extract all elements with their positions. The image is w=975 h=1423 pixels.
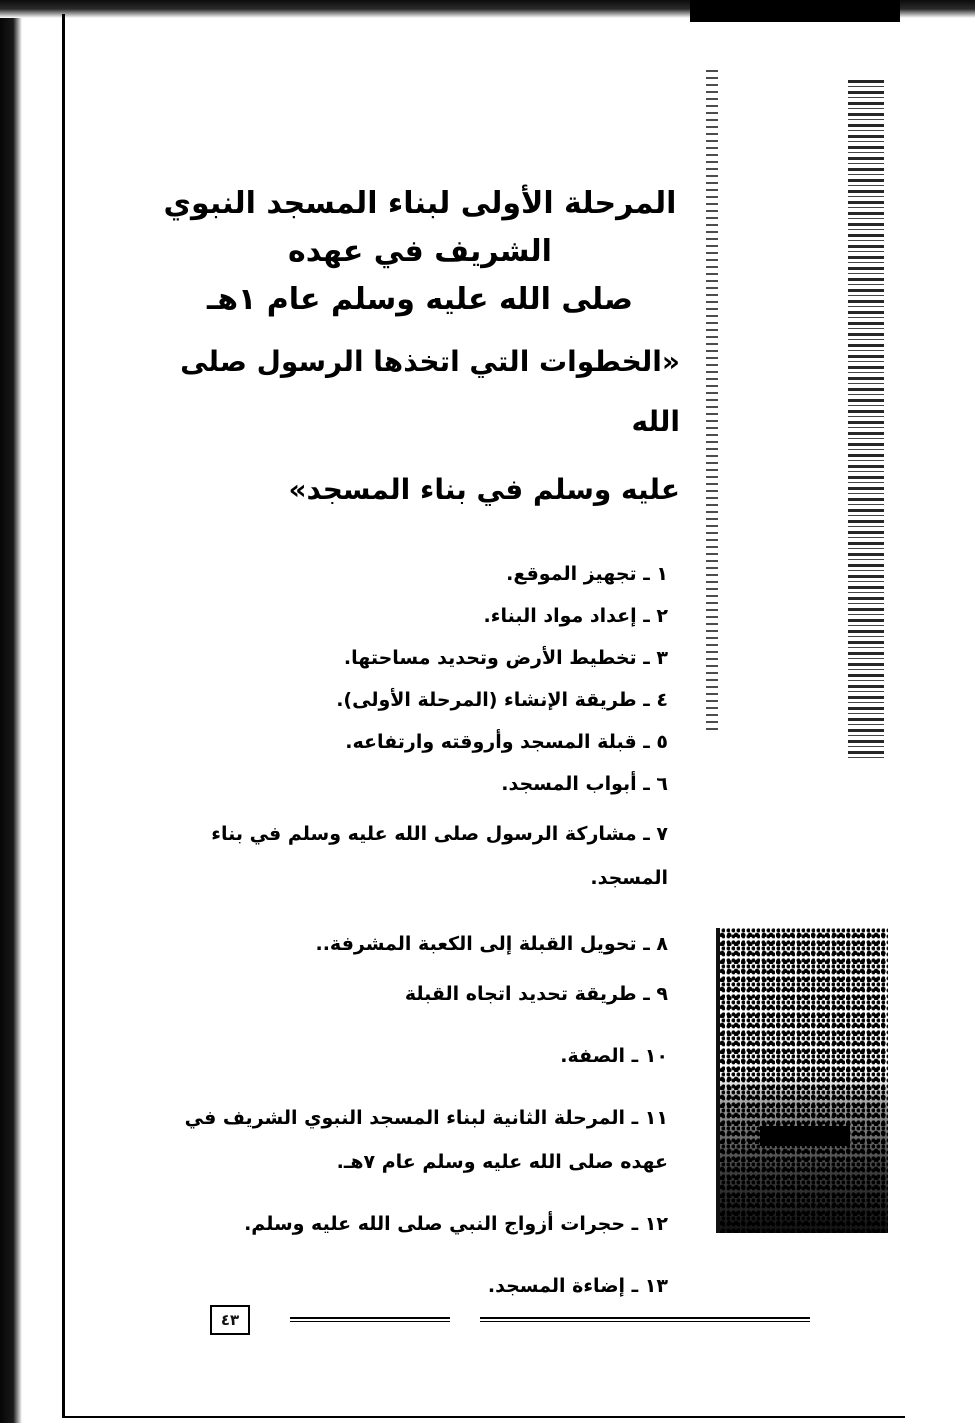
list-item: ١٠ ـ الصفة.: [560, 1045, 668, 1067]
list-item: ٢ ـ إعداد مواد البناء.: [483, 605, 668, 627]
title-line-1: المرحلة الأولى لبناء المسجد النبوي: [163, 186, 677, 221]
list-item: ٨ ـ تحويل القبلة إلى الكعبة المشرفة..: [315, 933, 668, 955]
list-item: ٣ ـ تخطيط الأرض وتحديد مساحتها.: [343, 647, 668, 669]
scan-left-edge: [0, 0, 22, 1423]
subtitle-line-1: «الخطوات التي اتخذها الرسول صلى الله: [180, 345, 680, 438]
title-line-2: الشريف في عهده: [288, 234, 552, 269]
steps-list: [150, 560, 690, 1308]
adjacent-page-strip-inner: [706, 70, 718, 730]
section-subtitle: [150, 332, 690, 520]
page-content: [150, 180, 690, 1326]
list-item: ٤ ـ طريقة الإنشاء (المرحلة الأولى).: [336, 689, 668, 711]
list-item: ٥ ـ قبلة المسجد وأروقته وارتفاعه.: [345, 731, 668, 753]
list-item: ٩ ـ طريقة تحديد اتجاه القبلة: [404, 983, 668, 1005]
footer-rule: [480, 1317, 810, 1322]
list-item: ١٢ ـ حجرات أزواج النبي صلى الله عليه وسلم.: [244, 1213, 668, 1235]
list-item: ٦ ـ أبواب المسجد.: [501, 773, 668, 795]
list-item: ١٣ ـ إضاءة المسجد.: [487, 1275, 668, 1297]
page-number: ٤٣: [210, 1305, 250, 1335]
list-item: ١ ـ تجهيز الموقع.: [506, 563, 668, 585]
footer-rule: [290, 1317, 450, 1322]
adjacent-page-image: [716, 928, 888, 1233]
page-footer: [200, 1305, 820, 1335]
adjacent-page-strip: [848, 80, 884, 760]
list-item: ٧ ـ مشاركة الرسول صلى الله عليه وسلم في بناء المسجد.: [211, 823, 668, 889]
page-title: [150, 180, 690, 324]
list-item: ١١ ـ المرحلة الثانية لبناء المسجد النبوي الشريف في عهده صلى الله عليه وسلم عام ٧هـ.: [184, 1107, 668, 1173]
title-line-3: صلى الله عليه وسلم عام ١هـ: [206, 282, 633, 317]
subtitle-line-2: عليه وسلم في بناء المسجد»: [288, 473, 680, 506]
